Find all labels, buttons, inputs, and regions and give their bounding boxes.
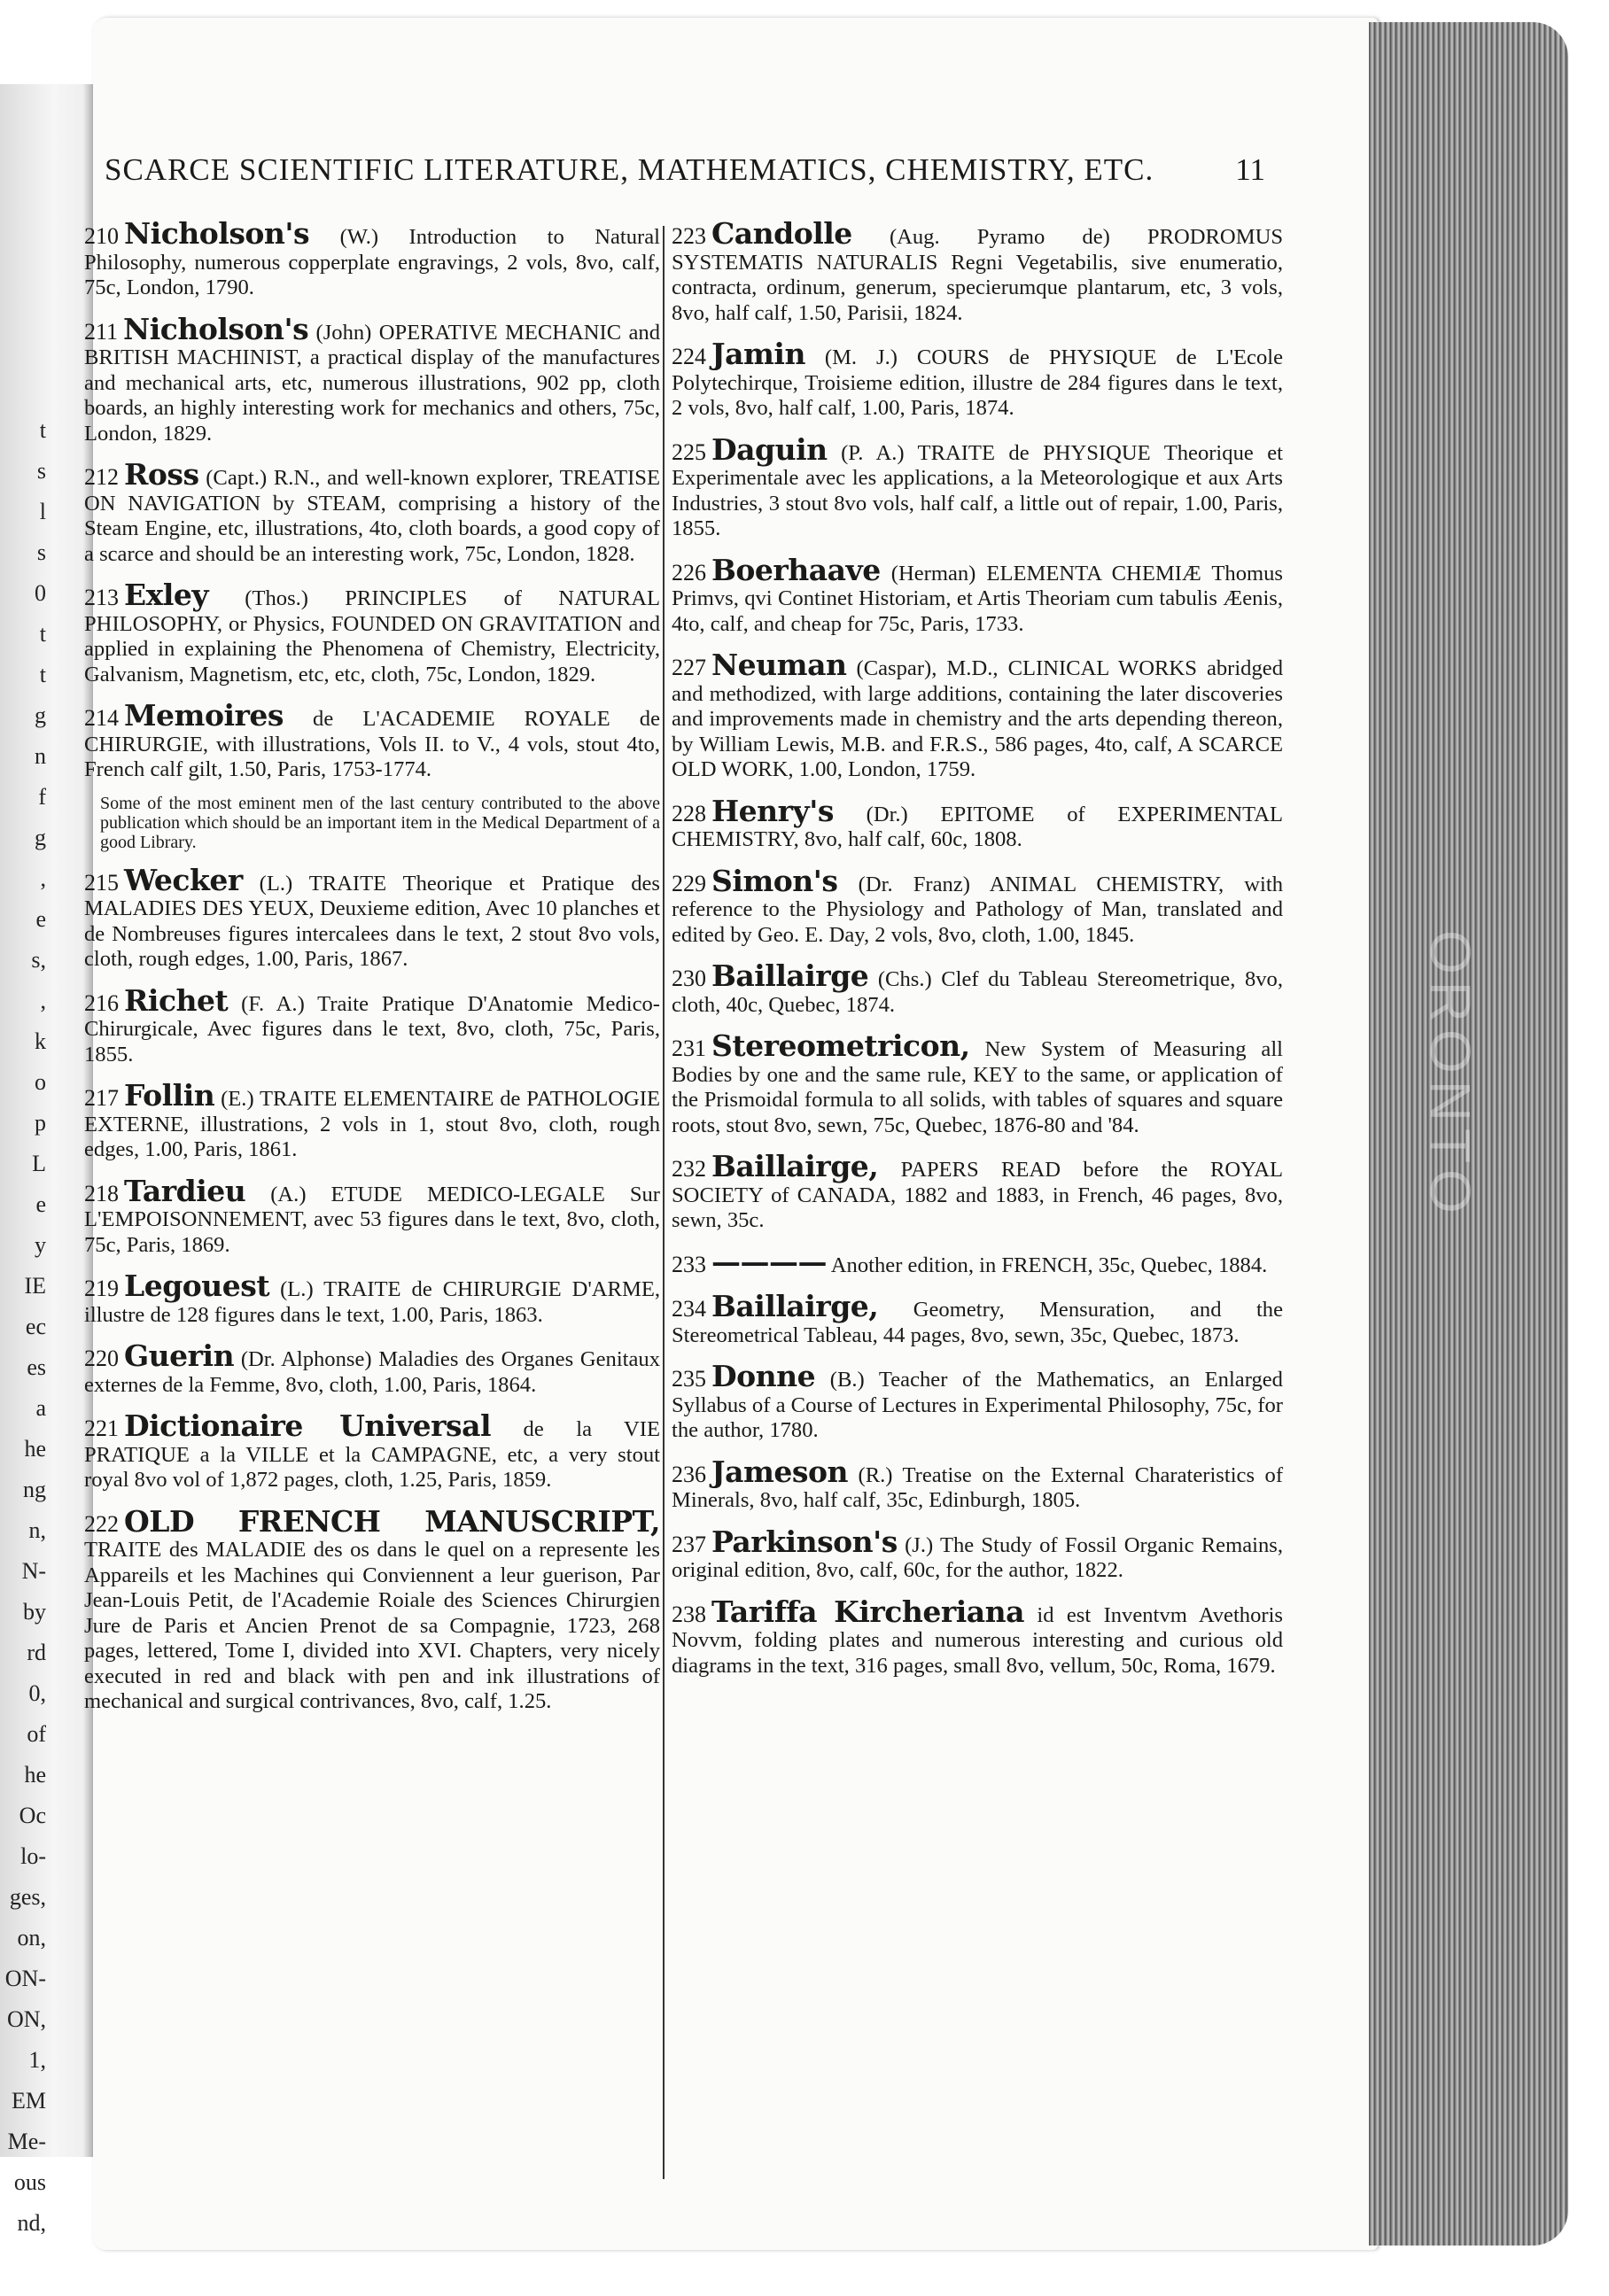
margin-fragment: Me- xyxy=(7,2129,46,2154)
right-column xyxy=(672,216,1284,1695)
entry-description: (Capt.) R.N., and well-known explorer, TREATISE ON NAVIGATION by STEAM, comprising a history of the Steam Engine, etc, illustrations, 4to, cloth boards, a good copy of a scarce and should be an interesting work, 75c, London, 1828. xyxy=(84,466,661,566)
margin-fragment: , xyxy=(40,865,46,891)
author-name: Wecker xyxy=(124,862,243,897)
lot-number: 212 xyxy=(84,464,119,490)
catalogue-entry xyxy=(84,982,660,1068)
lot-number: 221 xyxy=(84,1416,119,1441)
author-name: Exley xyxy=(124,578,209,612)
margin-fragment: t xyxy=(39,621,46,647)
author-name: Nicholson's xyxy=(123,311,309,346)
margin-fragment: e xyxy=(35,1191,46,1217)
catalogue-entry xyxy=(84,578,660,687)
catalogue-entry xyxy=(84,1408,660,1493)
author-name: Daguin xyxy=(711,431,828,467)
entry-description: id est Inventvm Avethoris Novvm, folding plates and numerous interesting and curious old diagrams in the text, 316 pages, small 8vo, vellum, 50c, Roma, 1679. xyxy=(672,1602,1283,1678)
margin-fragment: t xyxy=(39,662,46,687)
entry-description: (Dr. Franz) ANIMAL CHEMISTRY, with reference to the Physiology and Pathology of Man, translated and edited by Geo. E. Day, 2 vols, 8vo, cloth, 1.00, 1845. xyxy=(672,872,1283,947)
lot-number: 235 xyxy=(672,1366,706,1392)
author-name: Tardieu xyxy=(124,1173,246,1208)
catalogue-entry xyxy=(672,648,1283,783)
lot-number: 233 xyxy=(672,1251,706,1277)
lot-number: 220 xyxy=(84,1346,119,1371)
lot-number: 219 xyxy=(84,1276,119,1301)
margin-fragment: n, xyxy=(28,1517,46,1543)
margin-fragment: ous xyxy=(13,2169,46,2195)
margin-fragment: ng xyxy=(23,1477,46,1502)
entry-description: (Caspar), M.D., CLINICAL WORKS abridged and methodized, with large additions, containing the later discoveries and improvements made in chemistry and the arts depending thereon, by William Lewis, M.B. and F.R.S., 586 pages, 4to, calf, A SCARCE OLD WORK, 1.00, London, 1759. xyxy=(672,656,1283,781)
margin-fragment: EM xyxy=(12,2088,46,2114)
author-name: Parkinson's xyxy=(711,1524,898,1559)
lot-number: 236 xyxy=(672,1461,706,1487)
lot-number: 218 xyxy=(84,1180,119,1206)
catalogue-entry xyxy=(672,552,1283,638)
lot-number: 231 xyxy=(672,1036,706,1061)
author-name: Neuman xyxy=(711,648,847,682)
entry-description: (R.) Treatise on the External Charateristics of Minerals, 8vo, half calf, 35c, Edinburgh, 1805. xyxy=(672,1462,1284,1512)
lot-number: 224 xyxy=(672,344,706,369)
margin-fragment: f xyxy=(38,784,46,810)
entry-description: TRAITE des MALADIE des os dans le quel on a represente les Appareils et les Machines qui Conviennent a leur guerison, Par Jean-Louis Petit, de l'Academie Roiale des Sciences Chirurgien Jure de Paris et Ancien Prenot de sa Compagnie, 1723, 268 pages, lettered, Tome I, divided into XVI. Chapters, very nicely executed in red and black with pen and ink illustrations of mechanical and surgical contrivances, 8vo, calf, 1.25. xyxy=(84,1538,660,1713)
entry-description: (P. A.) TRAITE de PHYSIQUE Theorique et Experimentale avec les applications, a la Meteorologique et aux Arts Industries, 3 stout 8vo vols, half calf, a little out of repair, 1.00, Paris, 1855. xyxy=(672,440,1283,540)
entry-description: PAPERS READ before the ROYAL SOCIETY of CANADA, 1882 and 1883, in French, 46 pages, 8vo, sewn, 35c. xyxy=(672,1158,1283,1232)
entry-description: (L.) TRAITE de CHIRURGIE D'ARME, illustre de 128 figures dans le text, 1.00, Paris, 1863. xyxy=(84,1277,660,1327)
catalogue-entry xyxy=(84,311,660,447)
author-name: Dictionaire Universal xyxy=(124,1408,492,1443)
catalogue-entry xyxy=(672,1359,1283,1444)
entry-description: (Herman) ELEMENTA CHEMIÆ Thomus Primvs, qvi Continet Historiam, et Artis Theoriam cum tabulis Æenis, 4to, calf, and cheap for 75c, Paris, 1733. xyxy=(672,561,1283,636)
author-name: Guerin xyxy=(124,1338,235,1373)
margin-fragment: p xyxy=(35,1110,46,1136)
margin-fragment: he xyxy=(24,1436,46,1462)
entry-description: (W.) Introduction to Natural Philosophy, numerous copperplate engravings, 2 vols, 8vo, calf, 75c, London, 1790. xyxy=(84,225,660,299)
entry-description: (Chs.) Clef du Tableau Stereometrique, 8vo, cloth, 40c, Quebec, 1874. xyxy=(672,967,1283,1017)
entry-description: (J.) The Study of Fossil Organic Remains, original edition, 8vo, calf, 60c, for the author, 1822. xyxy=(672,1532,1283,1582)
catalogue-entry xyxy=(672,1244,1283,1279)
margin-fragment: Oc xyxy=(19,1803,46,1828)
header-title: SCARCE SCIENTIFIC LITERATURE, MATHEMATICS, CHEMISTRY, ETC. xyxy=(105,152,1154,187)
entry-description: (John) OPERATIVE MECHANIC and BRITISH MACHINIST, a practical display of the manufactures and mechanical arts, etc, numerous illustrations, 902 pp, cloth boards, an highly interesting work for mechanics and others, 75c, London, 1829. xyxy=(84,320,660,446)
margin-fragment: ON, xyxy=(6,2006,46,2032)
lot-number: 210 xyxy=(84,223,119,249)
entry-description: (Thos.) PRINCIPLES of NATURAL PHILOSOPHY, or Physics, FOUNDED ON GRAVITATION and applied in explaining the Phenomena of Chemistry, Electricity, Galvanism, Magnetism, etc, etc, cloth, 75c, London, 1829. xyxy=(84,586,660,686)
margin-fragment: e xyxy=(35,906,46,932)
entry-description: Geometry, Mensuration, and the Stereometrical Tableau, 44 pages, 8vo, sewn, 35c, Quebec, 1873. xyxy=(672,1298,1283,1347)
margin-fragment: ec xyxy=(25,1314,46,1339)
author-name: Boerhaave xyxy=(711,552,881,587)
author-name: Richet xyxy=(124,982,229,1018)
left-column xyxy=(84,216,661,1731)
author-name: Henry's xyxy=(711,793,834,828)
margin-fragment: rd xyxy=(27,1640,46,1665)
entry-description: (E.) TRAITE ELEMENTAIRE de PATHOLOGIE EXTERNE, illustrations, 2 vols in 1, stout 8vo, cloth, rough edges, 1.00, Paris, 1861. xyxy=(84,1087,660,1161)
catalogue-entry xyxy=(672,1524,1283,1584)
lot-number: 234 xyxy=(672,1296,706,1322)
entry-description: (L.) TRAITE Theorique et Pratique des MALADIES DES YEUX, Deuxieme edition, Avec 10 planches et de Nombreuses figures intercalees dans le text, 2 stout 8vo vols, cloth, rough edges, 1.00, Paris, 1867. xyxy=(84,871,660,971)
lot-number: 216 xyxy=(84,989,119,1016)
margin-fragment: 0, xyxy=(28,1680,46,1706)
catalogue-entry xyxy=(672,958,1283,1018)
catalogue-entry xyxy=(84,1503,660,1715)
catalogue-entry xyxy=(672,1594,1283,1679)
catalogue-entry xyxy=(672,1028,1283,1138)
entry-description: (F. A.) Traite Pratique D'Anatomie Medico-Chirurgicale, Avec figures dans le text, 8vo, cloth, 75c, Paris, 1855. xyxy=(84,991,660,1067)
entry-description: New System of Measuring all Bodies by one and the same rule, KEY to the same, or application of the Prismoidal formula to all solids, with tables of squares and square roots, stout 8vo, sewn, 75c, Quebec, 1876-80 and '84. xyxy=(672,1037,1283,1137)
page-number: 11 xyxy=(1235,152,1265,187)
catalogue-entry xyxy=(672,1454,1284,1514)
margin-fragment: nd, xyxy=(17,2210,46,2236)
lot-number: 223 xyxy=(672,223,706,249)
author-name: Baillairge, xyxy=(711,1289,879,1323)
catalogue-entry xyxy=(84,1078,660,1163)
catalogue-entry xyxy=(84,862,660,973)
margin-fragment: N- xyxy=(21,1558,46,1584)
margin-fragment: , xyxy=(40,988,46,1013)
page-block-stamp: ORONTO xyxy=(1419,930,1482,1221)
margin-fragment: on, xyxy=(17,1925,46,1951)
author-name: Baillairge xyxy=(711,958,869,993)
lot-number: 229 xyxy=(672,870,706,896)
margin-fragment: L xyxy=(32,1151,46,1176)
author-name: Follin xyxy=(124,1078,215,1113)
lot-number: 213 xyxy=(84,585,119,610)
margin-fragment: he xyxy=(24,1762,46,1788)
lot-number: 228 xyxy=(672,800,706,826)
catalogue-note: Some of the most eminent men of the last century contributed to the above publication which should be an important item in the Medical Department of a good Library. xyxy=(100,793,660,852)
margin-fragment: by xyxy=(23,1599,46,1625)
catalogue-entry xyxy=(672,337,1283,422)
lot-number: 237 xyxy=(672,1531,706,1557)
lot-number: 211 xyxy=(84,318,119,345)
margin-fragment: 1, xyxy=(28,2047,46,2073)
margin-fragment: ON- xyxy=(4,1966,46,1991)
catalogue-entry xyxy=(84,1338,660,1398)
margin-fragment: IE xyxy=(24,1273,46,1299)
catalogue-entry xyxy=(84,698,660,783)
author-name: Legouest xyxy=(124,1268,270,1303)
author-name: Stereometricon, xyxy=(711,1028,970,1063)
catalogue-entry xyxy=(672,1149,1283,1234)
catalogue-entry xyxy=(84,457,661,567)
catalogue-entry xyxy=(672,216,1284,326)
entry-description: (A.) ETUDE MEDICO-LEGALE Sur L'EMPOISONNEMENT, avec 53 figures dans le text, 8vo, cloth, 75c, Paris, 1869. xyxy=(84,1182,660,1257)
author-name: ———— xyxy=(711,1244,827,1279)
lot-number: 217 xyxy=(84,1085,119,1111)
margin-fragment: 0 xyxy=(35,580,46,606)
catalogue-entry xyxy=(84,216,660,301)
margin-fragment: k xyxy=(35,1028,46,1054)
catalogue-entry xyxy=(84,1268,660,1328)
author-name: Tariffa Kircheriana xyxy=(711,1594,1025,1629)
lot-number: 226 xyxy=(672,559,706,586)
catalogue-entry xyxy=(672,1289,1283,1348)
author-name: Candolle xyxy=(711,216,852,251)
entry-description: (B.) Teacher of the Mathematics, an Enlarged Syllabus of a Course of Lectures in Experimental Philosophy, 75c, for the author, 1780. xyxy=(672,1368,1283,1442)
author-name: Memoires xyxy=(124,698,284,733)
margin-fragment: es xyxy=(27,1354,46,1380)
margin-fragment: n xyxy=(35,743,46,769)
entry-description: (Dr.) EPITOME of EXPERIMENTAL CHEMISTRY, 8vo, half calf, 60c, 1808. xyxy=(672,802,1283,851)
lot-number: 230 xyxy=(672,966,706,991)
lot-number: 227 xyxy=(672,655,706,680)
author-name: OLD FRENCH MANUSCRIPT, xyxy=(124,1503,660,1539)
lot-number: 215 xyxy=(84,869,119,896)
entry-description: (Dr. Alphonse) Maladies des Organes Genitaux externes de la Femme, 8vo, cloth, 1.00, Paris, 1864. xyxy=(84,1347,660,1397)
margin-fragment: s xyxy=(36,458,46,484)
margin-fragment: g xyxy=(35,825,46,850)
lot-number: 214 xyxy=(84,705,119,731)
margin-fragment: t xyxy=(39,417,46,443)
lot-number: 232 xyxy=(672,1156,706,1182)
running-header xyxy=(105,152,1265,202)
author-name: Simon's xyxy=(711,863,838,898)
lot-number: 225 xyxy=(672,438,706,465)
catalogue-entry xyxy=(672,793,1283,853)
margin-fragment: lo- xyxy=(20,1843,46,1869)
margin-fragment: l xyxy=(39,499,46,524)
author-name: Jamin xyxy=(711,337,805,371)
lot-number: 222 xyxy=(84,1510,119,1537)
margin-fragment: o xyxy=(35,1069,46,1095)
author-name: Jameson xyxy=(711,1454,848,1489)
catalogue-entry xyxy=(672,431,1283,542)
lot-number: 238 xyxy=(672,1601,706,1627)
entry-description: (M. J.) COURS de PHYSIQUE de L'Ecole Polytechirque, Troisieme edition, illustre de 284 figures dans le text, 2 vols, 8vo, half calf, 1.00, Paris, 1874. xyxy=(672,345,1283,420)
entry-description: de L'ACADEMIE ROYALE de CHIRURGIE, with illustrations, Vols II. to V., 4 vols, stout 4to, French calf gilt, 1.50, Paris, 1753-1774. xyxy=(84,707,660,781)
author-name: Baillairge, xyxy=(711,1149,879,1183)
catalogue-entry xyxy=(84,1173,660,1259)
entry-description: de la VIE PRATIQUE a la VILLE et la CAMPAGNE, etc, a very stout royal 8vo vol of 1,872 pages, cloth, 1.25, Paris, 1859. xyxy=(84,1417,660,1492)
margin-fragment: g xyxy=(35,702,46,728)
author-name: Ross xyxy=(124,457,199,492)
margin-fragment: a xyxy=(35,1395,46,1421)
catalogue-entry xyxy=(672,863,1283,949)
margin-fragment: s, xyxy=(31,947,46,973)
author-name: Donne xyxy=(711,1359,816,1393)
column-divider xyxy=(663,226,665,2179)
entry-description: (Aug. Pyramo de) PRODROMUS SYSTEMATIS NATURALIS Regni Vegetabilis, sive enumeratio, contracta, ordinum, generum, specierumque plantarum, etc, 3 vols, 8vo, half calf, 1.50, Parisii, 1824. xyxy=(672,225,1284,325)
margin-fragment: s xyxy=(36,539,46,565)
margin-fragment: of xyxy=(27,1721,46,1747)
margin-fragment: y xyxy=(35,1232,46,1258)
author-name: Nicholson's xyxy=(124,216,310,251)
margin-fragment: ges, xyxy=(9,1884,46,1910)
entry-description: Another edition, in FRENCH, 35c, Quebec, 1884. xyxy=(830,1253,1268,1277)
